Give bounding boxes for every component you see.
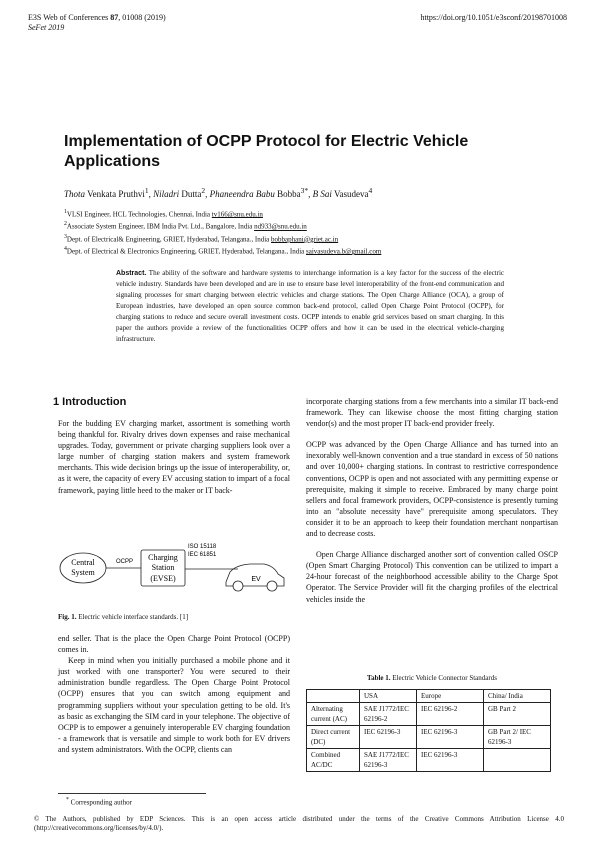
affiliation: $^3$Dept. of Electrical& Engineering, GRIET, Hyderabad, Telangana., India bobbaphani@griet.ac.in [64, 233, 339, 243]
connector-standards-table [306, 689, 551, 772]
ocpp-label: OCPP [116, 559, 134, 565]
paragraph: Keep in mind when you initially purchased a mobile phone and it just worked with one transporter? You were secured to their administration bundle regardless. The Open Charge Point Protocol (OCPP) ensures that you can switch among equipment and programming suppliers without your speculation getting to be old. It's as basic as exchanging the SIM card in your telephone. The objective of OCPP is to empower a genuinely interoperable EV charging foundation - a framework that is versatile and simple to work both for EV drivers and system administrators. With the OCPP, clients can [58, 656, 290, 754]
journal-volume: 87 [110, 13, 119, 22]
table-caption: Table 1. Electric Vehicle Connector Standards [367, 674, 497, 682]
figure-caption: Fig. 1. Electric vehicle interface standards. [1] [58, 613, 189, 621]
table-row: Combined AC/DC SAE J1772/IEC 62196-3 IEC 62196-3 [307, 749, 551, 772]
author: Phaneendra Babu Bobba$^{3*}$, [209, 186, 313, 199]
svg-text:(EVSE): (EVSE) [150, 574, 176, 583]
license-footer: © The Authors, published by EDP Sciences. This is an open access article distributed under the terms of the Creative Commons Attribution License 4.0 (http://creativecommons.org/licenses/by/4.0/). [34, 815, 564, 832]
left-column-top [58, 418, 290, 496]
svg-text:IEC 61851: IEC 61851 [188, 552, 217, 558]
figure-1 [58, 522, 290, 600]
doi-link[interactable]: https://doi.org/10.1051/e3sconf/20198701008 [420, 13, 567, 22]
journal-name: E3S Web of Conferences [28, 13, 109, 22]
affiliation: $^2$Associate System Engineer, IBM India Pvt. Ltd., Bangalore, India nd933@snu.edu.in [64, 221, 307, 231]
running-header [28, 13, 166, 33]
affiliation: $^4$Dept. of Electrical & Electronics Engineering, GRIET, Hyderabad, Telangana., India saivasudeva.b@gmail.com [64, 245, 382, 256]
charging-station-label: Charging [148, 553, 178, 562]
author: Thota Venkata Pruthvi$^1$, [64, 186, 154, 199]
footnote: * Corresponding author [66, 797, 132, 807]
email-link[interactable]: tv166@snu.edu.in [211, 210, 263, 219]
table-header-row: USA Europe China/ India [307, 690, 551, 703]
left-column-bottom [58, 633, 290, 755]
paper-title: Implementation of OCPP Protocol for Electric Vehicle Applications [64, 133, 469, 170]
abstract-label: Abstract. [116, 270, 147, 277]
paragraph: end seller. That is the place the Open Charge Point Protocol (OCPP) comes in. [58, 634, 290, 655]
svg-text:Station: Station [151, 563, 175, 572]
email-link[interactable]: bobbaphani@griet.ac.in [271, 234, 339, 243]
paragraph: incorporate charging stations from a few merchants into a similar IT back-end framework. They can likewise choose the most fitting charging station vendor(s) and the most proper IT back-end provider freely. [306, 397, 558, 429]
conference-name: SeFet 2019 [28, 23, 65, 32]
paragraph: For the budding EV charging market, assortment is something worth being thankful for. Rivalry drives down expenses and raise mechanical upgrades. Today, government or private charging suppliers look over a large number of charging station makers and system framework merchants. This wide decision brings up the issue of interoperability, or, as it were, the capacity of every EV accusing station to impart of a focal framework, paying little heed to the maker or IT back- [58, 419, 290, 495]
section-heading: 1 Introduction [53, 396, 127, 408]
table-row: Alternating current (AC) SAE J1772/IEC 62196-2 IEC 62196-2 GB Part 2 [307, 703, 551, 726]
central-system-label: Central [71, 558, 95, 567]
svg-text:System: System [71, 568, 95, 577]
table-row: Direct current (DC) IEC 62196-3 IEC 62196-3 GB Part 2/ IEC 62196-3 [307, 726, 551, 749]
right-column [306, 396, 558, 605]
paragraph: Open Charge Alliance discharged another sort of convention called OSCP (Open Smart Charging Protocol) This convention can be utilized to impart a 24-hour forecast of the neighborhood accessible ability to the Charge Spot Operator. The Service Provider will fit the charging profiles of the electrical vehicles inside the [306, 550, 558, 604]
abstract [116, 268, 504, 345]
author: B Sai Vasudeva$^4$ [312, 186, 373, 199]
abstract-text: The ability of the software and hardware systems to interchange information is a key factor for the success of the electric vehicle industry. Standards have been developed and are in use to ensure base level interoperability of the front-end communication and signaling processes for smart charging between electric vehicles and charge stations. The Open Charge Alliance (OCA), a group of European industries, have developed an open source common back-end protocol, called Open Charge Point Protocol (OCPP), for charging stations to reduce and secure overall investment costs. OCPP intends to enable grid services based on smart charging. In this paper the authors provide a review of the functionalities OCPP offers and how it can be used in the electrical vehicle-charging infrastructure. [116, 269, 504, 343]
paragraph: OCPP was advanced by the Open Charge Alliance and has turned into an inexorably well-known convention and a true standard in excess of 50 nations and over 10,000+ charging stations. In contrast to restrictive correspondence conventions, OCPP is open and not associated with any permitting expense or prerequisite, making it simple to receive. Embraced by many charge point sellers and focal framework providers, OCPP-consistence is presently turning into an "absolute necessity have" prerequisite among speculators. They consider it to be an approach to keep their foundation merchant nonpartisan and to decrease costs. [306, 440, 558, 539]
ev-interface-diagram [58, 522, 290, 600]
affiliations [64, 207, 544, 256]
footnote-rule [58, 793, 206, 794]
iso-label: ISO 15118 [188, 544, 217, 550]
article-number: , 01008 (2019) [118, 13, 166, 22]
author: Niladri Dutta$^2$, [153, 186, 210, 199]
ev-label: EV [251, 576, 261, 583]
author-list [64, 185, 544, 200]
email-link[interactable]: nd933@snu.edu.in [254, 222, 307, 231]
affiliation: $^1$VLSI Engineer, HCL Technologies, Chennai, India tv166@snu.edu.in [64, 209, 263, 219]
email-link[interactable]: saivasudeva.b@gmail.com [306, 247, 382, 256]
